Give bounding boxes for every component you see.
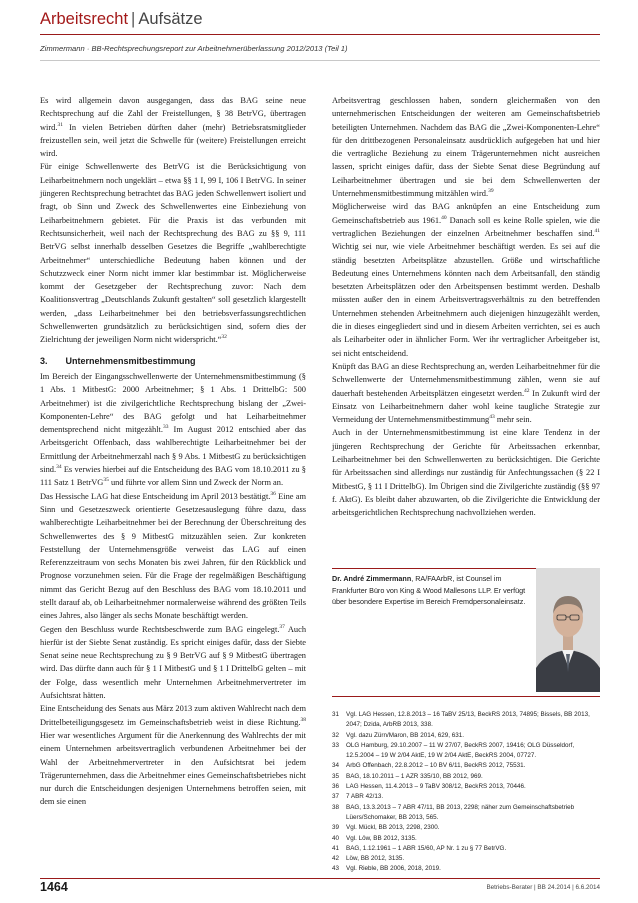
paragraph: Möglicherweise wird das BAG anknüpfen an eine Entscheidung zum Gemeinschaftsbetrieb aus 1961.40 Danach soll es keine Rolle spielen, wie die vertraglichen Beziehungen der einzelnen Arbeitnehmer beschaffen sind.$^{41}$ Wichtig sei nur, wie viele Arbeitnehmer beschäftigt werden. Es sei auf die ständig besetzten Arbeitsplätze abzustellen. Größe und wirtschaftliche Bedeutung eines Unternehmens könnten nach dem Arbeitsanfall, den ständig besetzten Arbeitsplätzen oder den Arbeitspensen bestimmt werden. Deshalb müssten außer den in einem Arbeitsvertragsverhältnis zu den betreffenden Unternehmen stehenden Arbeitnehmern auch diejenigen hinzugezählt werden, die in dieses eingegliedert sind und in diesem Arbeiten verrichten, sei es auch als Leiharbeiter oder in ähnlicher Form. Wer ihr vertraglicher Arbeitgeber ist, sei nicht entscheidend. bbox=[332, 202, 600, 358]
rubric-sub: Aufsätze bbox=[138, 10, 203, 28]
footnote-item bbox=[332, 782, 600, 792]
footnote-item bbox=[332, 761, 600, 771]
footnote-number: 37 bbox=[332, 793, 340, 801]
journal-citation: Betriebs-Berater | BB 24.2014 | 6.6.2014 bbox=[486, 884, 600, 891]
footnote-text: BAG, 1.12.1961 – 1 ABR 15/60, AP Nr. 1 zu § 77 BetrVG. bbox=[346, 844, 507, 852]
footnote-item bbox=[332, 741, 600, 762]
footnote-number: 42 bbox=[332, 855, 340, 863]
left-column bbox=[40, 94, 306, 809]
footnote-item bbox=[332, 731, 600, 741]
footnote-text: LAG Hessen, 11.4.2013 – 9 TaBV 308/12, BeckRS 2013, 70446. bbox=[346, 783, 526, 791]
paragraph: Es wird allgemein davon ausgegangen, dass das BAG seine neue Rechtsprechung auf die Zahl der Freistellungen, § 38 BetrVG, übertragen wird.$^{31}$ In vielen Betrieben dürften daher (mehr) Betriebsratsmitglieder freizustellen sein, weil jetzt die Schwelle für (weitere) Freistellungen erreicht wird. bbox=[40, 96, 306, 159]
footnote-number: 41 bbox=[332, 844, 340, 852]
footnote-item bbox=[332, 844, 600, 854]
footnote-text: BAG, 18.10.2011 – 1 AZR 335/10, BB 2012, 969. bbox=[346, 772, 483, 780]
section-heading bbox=[40, 355, 306, 368]
footnote-number: 32 bbox=[332, 731, 340, 739]
footnote-text: OLG Hamburg, 29.10.2007 – 11 W 27/07, BeckRS 2007, 19416; OLG Düsseldorf, 12.5.2004 – 19 W 2/04 AktE, 19 W 2/04 AktE, BeckRS 2004, 07727. bbox=[346, 741, 575, 760]
paragraph: Das Hessische LAG hat diese Entscheidung im April 2013 bestätigt.$^{36}$ Eine am Sinn und Gesetzeszweck orientierte Gesetzesauslegung führe dazu, dass wahlberechtigte Leiharbeitnehmer bei der Berechnung der Überschreitung des Schwellenwertes des § 9 MitbestG mitzuzählen seien. Zur konkreten Feststellung der Unternehmensgröße verweist das LAG auf einen Referenzzeitraum von sechs Monaten bis zwei Jahren, für den Rückblick und Prognose vorzunehmen seien. Für die Frage der regelmäßigen Beschäftigung nimmt das Gericht Bezug auf den Beschluss des BAG vom 18.10.2011 und stellt darauf ab, ob Leiharbeitnehmer normalerweise während des größten Teils eines Jahres, also länger als sechs Monate beschäftigt werden. bbox=[40, 490, 306, 621]
footnote-text: Löw, BB 2012, 3135. bbox=[346, 855, 405, 863]
paragraph: Knüpft das BAG an diese Rechtsprechung an, werden Leiharbeitnehmer für die Schwellenwerte der Unternehmensmitbestimmung zählen, wenn sie auf dauerhaft bestehenden Arbeitsplätzen eingesetzt werden.$^{42}$ In Zukunft wird der Einsatz von Leiharbeitnehmern daher wohl keine taugliche Strategie zur Vermeidung der Unternehmensmitbestimmung$^{43}$ mehr sein. bbox=[332, 361, 600, 425]
footnote-number: 34 bbox=[332, 762, 340, 770]
footnote-number: 40 bbox=[332, 834, 340, 842]
footnote-text: Vgl. LAG Hessen, 12.8.2013 – 16 TaBV 25/13, BeckRS 2013, 74895; Bissels, BB 2013, 2047; Dzida, ArbRB 2013, 338. bbox=[346, 711, 590, 729]
paragraph: Auch in der Unternehmensmitbestimmung ist eine klare Tendenz in der jüngeren Rechtsprechung der Gerichte für Arbeitssachen erkennbar, Leiharbeitnehmer bei den Schwellenwerten zu berücksichtigen. Die Gerichte für Arbeitssachen sind allerdings nur zuständig für Anfechtungssachen (§ 22 I MitbestG, § 11 I DrittelbG). Im Übrigen sind die Zivilgerichte zuständig (§§ 97 f. AktG). Es bleibt daher abzuwarten, ob die Zivilgerichte die Entwicklung der arbeitsgerichtlichen Rechtsprechung nachvollziehen werden. bbox=[332, 428, 600, 518]
footnote-text: 7 ABR 42/13. bbox=[346, 793, 384, 801]
paragraph: Für einige Schwellenwerte des BetrVG ist die Berücksichtigung von Leiharbeitnehmern noch ungeklärt – etwa §§ 1 I, 99 I, 106 I BetrVG. In seiner jüngeren Rechtsprechung betrachtet das BAG jeden Schwellenwert isoliert und fragt, ob Sinn und Zweck des Schwellenwertes eine Einbeziehung von Leiharbeitnehmern gebietet. Für die Praxis ist das verbunden mit Rechtsunsicherheit, weil nach der Rechtsprechung des BAG zu §§ 9, 111 BetrVG selbst innerhalb desselben Gesetzes die Begriffe „wahlberechtigte Arbeitnehmer“ unterschiedliche Bedeutung haben können und der Schutzzweck einer Norm nicht immer klar bestimmbar ist. Möglicherweise kommt der Gesetzgeber der Rechtsprechung zuvor: Nach dem Koalitionsvertrag „Deutschlands Zukunft gestalten“ soll gesetzlich klargestellt werden, „dass Leiharbeitnehmer bei den betriebsverfassungsrechtlichen Schwellenwerten grundsätzlich zu berücksichtigen sind, sofern dies der Zielrichtung der jeweiligen Norm nicht widerspricht.“$^{32}$ bbox=[40, 162, 306, 345]
footnote-item bbox=[332, 854, 600, 864]
header-rule bbox=[40, 34, 600, 35]
paragraph: Eine Entscheidung des Senats aus März 2013 zum aktiven Wahlrecht nach dem Drittelbeteiligungsgesetz im Gemeinschaftsbetrieb weist in diese Richtung.$^{38}$ Hier war wesentliches Argument für die Anerkennung des Wahlrechts der mit einem Unternehmen arbeitsvertraglich verbundenen Arbeitnehmer bei der Wahl der Arbeitnehmervertreter in den Aufsichtsrat bei jedem Trägerunternehmen, dass die Arbeitnehmer eines Gemeinschaftsbetriebes nicht nur durch die Entscheidungen desjenigen Unternehmens betroffen seien, mit dem sie einen bbox=[40, 704, 306, 807]
footnote-item bbox=[332, 792, 600, 802]
section-title: Unternehmensmitbestimmung bbox=[65, 355, 196, 366]
paragraph: Arbeitsvertrag geschlossen haben, sondern gleichermaßen von den unternehmerischen Entscheidungen der weiteren am Gemeinschaftsbetrieb beteiligten Unternehmen. Nachdem das BAG die „Zwei-Komponenten-Lehre“ für den drittbezogenen Personaleinsatz ausdrücklich aufgegeben hat und hier die vertragliche Beziehung zu einem Trägerunternehmen nicht ausreichen lassen, spricht einiges dafür, dass der Siebte Senat diese Begründung auf Leiharbeitnehmer übertragen und sie bei dem Schwellenwerten der Unternehmensmitbestimmung mitzählen wird.$^{39}$ bbox=[332, 96, 600, 199]
footnote-item bbox=[332, 710, 600, 731]
author-box bbox=[332, 568, 600, 696]
rubric-separator: | bbox=[131, 10, 136, 28]
footnote-number: 31 bbox=[332, 711, 340, 718]
footnote-number: 38 bbox=[332, 803, 340, 811]
footnote-item bbox=[332, 834, 600, 844]
author-rule-bottom bbox=[332, 696, 600, 697]
page-header bbox=[40, 10, 598, 29]
footer-rule bbox=[40, 878, 600, 879]
paragraph: Im Bereich der Eingangsschwellenwerte der Unternehmensmitbestimmung (§ 1 Abs. 1 MitbestG: 2000 Arbeitnehmer; § 1 Abs. 1 DrittelbG: 500 Arbeitnehmer) ist die zivilgerichtliche Rechtsprechung bislang der „Zwei-Komponenten-Lehre“ des BAG gefolgt und hat Leiharbeitnehmer dementsprechend nicht mitgezählt.$^{33}$ Im August 2012 entschied aber das Arbeitsgericht Offenbach, dass wahlberechtigte Leiharbeitnehmer bei der Ermittlung der Arbeitnehmerzahl nach § 9 Abs. 1 MitbestG zu berücksichtigen sind.$^{34}$ Es verwies hierbei auf die Entscheidung des BAG vom 18.10.2011 zu § 111 Satz 1 BetrVG$^{35}$ und führte vor allem Sinn und Zweck der Norm an. bbox=[40, 371, 306, 488]
footnote-text: Vgl. Rieble, BB 2006, 2018, 2019. bbox=[346, 865, 441, 873]
paragraph: Gegen den Beschluss wurde Rechtsbeschwerde zum BAG eingelegt.$^{37}$ Auch hierfür ist der Siebte Senat zuständig. Es spricht einiges dafür, dass der Siebte Senat seine neue Rechtsprechung zu § 9 BetrVG auf § 9 MitbestG übertragen wird. Das dürfte dann auch für § 1 I MitbestG und § 1 I DrittelbG gelten – mit der Folge, dass wesentlich mehr Unternehmen Arbeitnehmervertreter im Aufsichtsrat hätten. bbox=[40, 623, 307, 701]
footnote-text: Vgl. dazu Zürn/Maron, BB 2014, 629, 631. bbox=[346, 731, 464, 739]
page-number: 1464 bbox=[40, 880, 68, 894]
right-column bbox=[332, 94, 600, 520]
footnote-number: 35 bbox=[332, 772, 340, 780]
footnote-text: Vgl. Löw, BB 2012, 3135. bbox=[346, 834, 417, 842]
rubric bbox=[40, 10, 598, 29]
footnote-text: ArbG Offenbach, 22.8.2012 – 10 BV 6/11, BeckRS 2012, 75531. bbox=[346, 762, 526, 770]
footnote-item bbox=[332, 864, 600, 874]
footnote-item bbox=[332, 772, 600, 782]
running-title-rule bbox=[40, 60, 600, 61]
footnote-number: 39 bbox=[332, 824, 340, 832]
footnote-number: 43 bbox=[332, 865, 340, 873]
footnote-item bbox=[332, 823, 600, 833]
footnote-number: 36 bbox=[332, 783, 340, 791]
footnotes bbox=[332, 710, 600, 875]
footnote-number: 33 bbox=[332, 741, 340, 749]
footnote-item bbox=[332, 803, 600, 824]
section-number: 3. bbox=[40, 355, 48, 366]
footnote-text: Vgl. Mückl, BB 2013, 2298, 2300. bbox=[346, 824, 440, 832]
footnote-text: BAG, 13.3.2013 – 7 ABR 47/11, BB 2013, 2298; näher zum Gemeinschaftsbetrieb Lüers/Schomaker, BB 2013, 565. bbox=[346, 803, 575, 821]
running-title: Zimmermann · BB-Rechtsprechungsreport zur Arbeitnehmerüberlassung 2012/2013 (Teil 1) bbox=[40, 44, 348, 53]
rubric-main: Arbeitsrecht bbox=[40, 10, 129, 28]
author-bio: Dr. André Zimmermann, RA/FAArbR, ist Counsel im Frankfurter Büro von King & Wood Mallesons LLP. Er verfügt über besondere Expertise im Bereich Fremdpersonaleinsatz. bbox=[332, 574, 526, 606]
author-portrait bbox=[536, 568, 600, 692]
author-name: Dr. André Zimmermann bbox=[332, 574, 412, 583]
portrait-icon bbox=[536, 568, 600, 692]
